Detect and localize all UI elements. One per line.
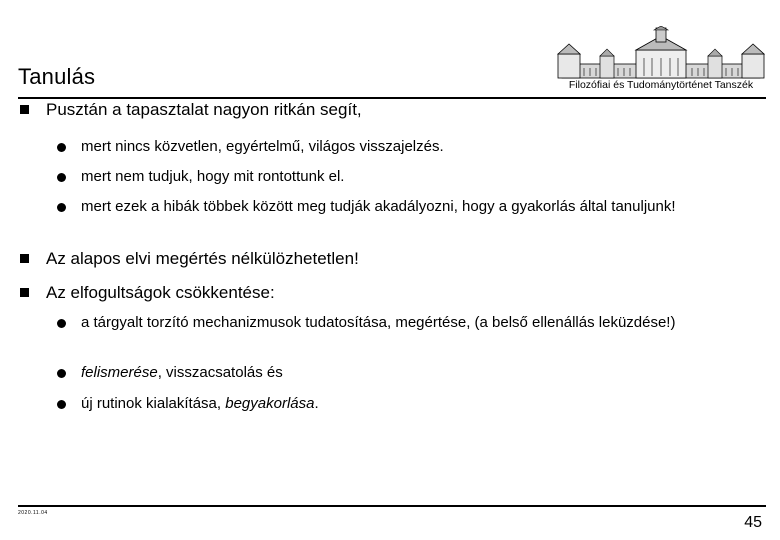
round-bullet-icon (57, 143, 66, 152)
square-bullet-icon (20, 288, 29, 297)
sub-bullet-rest: , visszacsatolás és (157, 364, 283, 381)
bullet-3-text: Az elfogultságok csökkentése: (46, 283, 275, 302)
department-name: Filozófiai és Tudománytörténet Tanszék (568, 79, 754, 91)
bullet-1-text: Pusztán a tapasztalat nagyon ritkán segít, (46, 100, 362, 119)
sub-bullet-1-1 (57, 138, 717, 156)
round-bullet-icon (57, 400, 66, 409)
sub-bullet-text: mert ezek a hibák többek között meg tudják akadályozni, hogy a gyakorlás által tanuljunk! (81, 198, 676, 215)
bullet-2-text: Az alapos elvi megértés nélkülözhetetlen! (46, 249, 359, 268)
emphasis-text: felismerése (81, 364, 158, 381)
header-divider (18, 97, 766, 99)
bullet-3 (20, 283, 275, 303)
sub-bullet-text: a tárgyalt torzító mechanizmusok tudatosítása, megértése, (a belső ellenállás leküzdése!) (81, 314, 676, 331)
sub-bullet-1-3 (57, 198, 717, 216)
round-bullet-icon (57, 203, 66, 212)
bullet-2 (20, 249, 359, 269)
sub-bullet-text: mert nincs közvetlen, egyértelmű, világos visszajelzés. (81, 138, 444, 155)
sub-bullet-pre: új rutinok kialakítása, (81, 395, 226, 412)
sub-bullet-3-2 (57, 364, 717, 382)
emphasis-text: begyakorlása (225, 395, 315, 412)
sub-bullet-text (81, 364, 283, 382)
square-bullet-icon (20, 105, 29, 114)
sub-bullet-3-1 (57, 314, 717, 332)
round-bullet-icon (57, 173, 66, 182)
sub-bullet-3-3 (57, 395, 717, 413)
round-bullet-icon (57, 369, 66, 378)
round-bullet-icon (57, 319, 66, 328)
square-bullet-icon (20, 254, 29, 263)
sub-bullet-text (81, 395, 319, 413)
sub-bullet-text: mert nem tudjuk, hogy mit rontottunk el. (81, 168, 345, 185)
page-number: 45 (744, 514, 762, 531)
footer-divider (18, 505, 766, 507)
sub-bullet-post: . (314, 395, 319, 412)
page-title: Tanulás (18, 64, 96, 89)
sub-bullet-1-2 (57, 168, 717, 186)
footer-date: 2020.11.04 (18, 510, 48, 516)
bullet-1 (20, 100, 362, 120)
